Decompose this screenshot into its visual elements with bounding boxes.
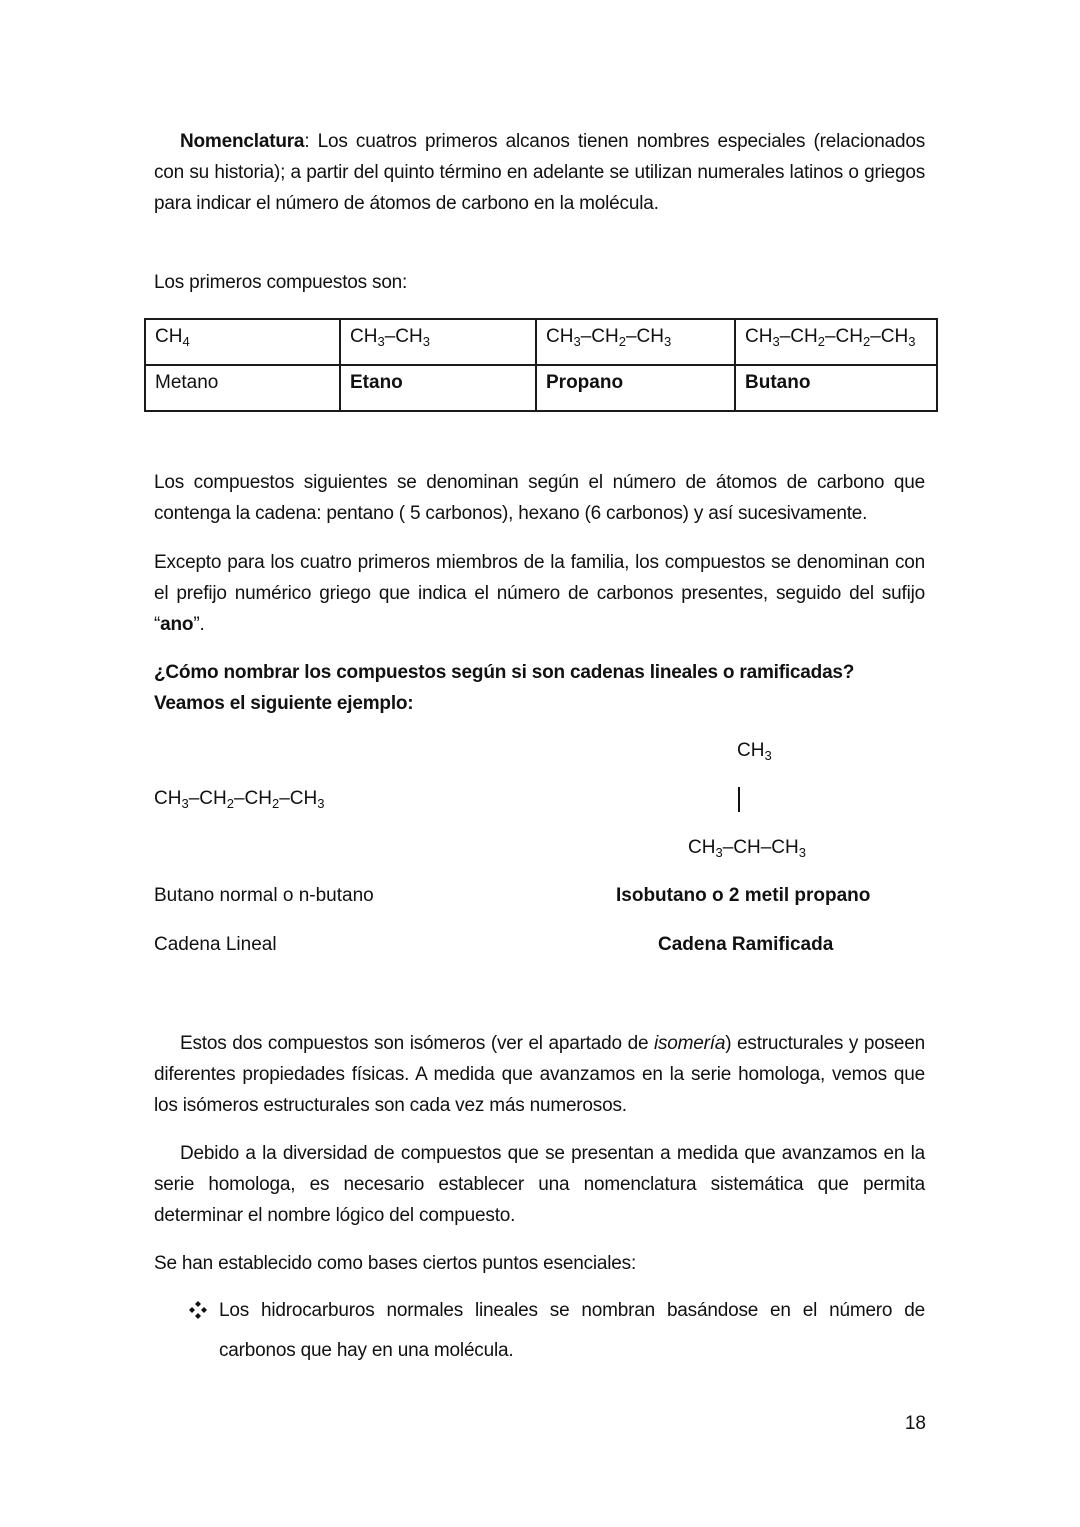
isomers-paragraph xyxy=(154,1028,925,1121)
isomeria-term: isomería xyxy=(653,1033,726,1054)
question-heading xyxy=(154,657,854,719)
question-heading-line1: ¿Cómo nombrar los compuestos según si son cadenas lineales o ramificadas? xyxy=(154,662,855,683)
exception-text-end: ”. xyxy=(193,614,205,635)
table-row-names xyxy=(145,365,937,411)
name-cell-ethane: Etano xyxy=(340,365,536,411)
diversity-paragraph: Debido a la diversidad de compuestos que se presentan a medida que avanzamos en la serie homologa, es necesario establecer una nomenclatura sistemática que permita determinar el nombre lógico del compuesto. xyxy=(154,1143,925,1226)
nomenclature-text: : Los cuatros primeros alcanos tienen nombres especiales (relacionados con su historia); a partir del quinto término en adelante se utilizan numerales latinos o griegos para indicar el número de átomos de carbono en la molécula. xyxy=(154,131,925,214)
branched-chain-type: Cadena Ramificada xyxy=(658,934,834,955)
name-cell-methane: Metano xyxy=(145,365,340,411)
linear-name: Butano normal o n-butano xyxy=(154,885,374,906)
bases-label: Se han establecido como bases ciertos puntos esenciales: xyxy=(154,1253,637,1274)
nomenclature-paragraph xyxy=(154,126,925,219)
question-heading-line2: Veamos el siguiente ejemplo: xyxy=(154,693,414,714)
exception-paragraph xyxy=(154,547,925,640)
name-cell-butane: Butano xyxy=(735,365,937,411)
following-compounds-paragraph: Los compuestos siguientes se denominan según el número de átomos de carbono que contenga la cadena: pentano ( 5 carbonos), hexano (6 carbonos) y así sucesivamente. xyxy=(154,472,925,524)
table-row-formulas xyxy=(145,319,937,365)
branched-name: Isobutano o 2 metil propano xyxy=(616,885,871,906)
nomenclature-lead: Nomenclatura xyxy=(180,131,305,152)
isomers-text-end: ) estructurales y poseen diferentes propiedades físicas. A medida que avanzamos en la serie homologa, vemos que los isómeros estructurales son cada vez más numerosos. xyxy=(154,1033,925,1116)
first-compounds-label: Los primeros compuestos son: xyxy=(154,272,408,293)
linear-formula: $CH_3-CH_2-CH_2-CH_3$ xyxy=(154,788,325,811)
isomers-text: Estos dos compuestos son isómeros (ver el apartado de xyxy=(180,1033,654,1054)
formula-cell-ethane: $CH_3-CH_3$ xyxy=(340,319,536,365)
branch-methyl: $CH_3$ xyxy=(737,740,772,763)
suffix-ano: ano xyxy=(160,614,194,635)
page-number: 18 xyxy=(904,1413,926,1434)
branch-bond-line xyxy=(738,787,740,812)
formula-cell-methane: $CH_4$ xyxy=(145,319,340,365)
exception-text: Excepto para los cuatro primeros miembros de la familia, los compuestos se denominan con el prefijo numérico griego que indica el número de carbonos presentes, seguido del sufijo “ xyxy=(154,552,925,635)
alkanes-table xyxy=(144,318,938,412)
formula-cell-butane: $CH_3-CH_2-CH_2-CH_3$ xyxy=(735,319,937,365)
formula-cell-propane: $CH_3-CH_2-CH_3$ xyxy=(536,319,735,365)
branched-main-chain: $CH_3-CH-CH_3$ xyxy=(688,837,806,860)
four-diamond-bullet-icon xyxy=(188,1300,208,1320)
bullet-text: Los hidrocarburos normales lineales se nombran basándose en el número de carbonos que hay en una molécula. xyxy=(219,1300,925,1361)
name-cell-propane: Propano xyxy=(536,365,735,411)
linear-chain-type: Cadena Lineal xyxy=(154,934,277,955)
